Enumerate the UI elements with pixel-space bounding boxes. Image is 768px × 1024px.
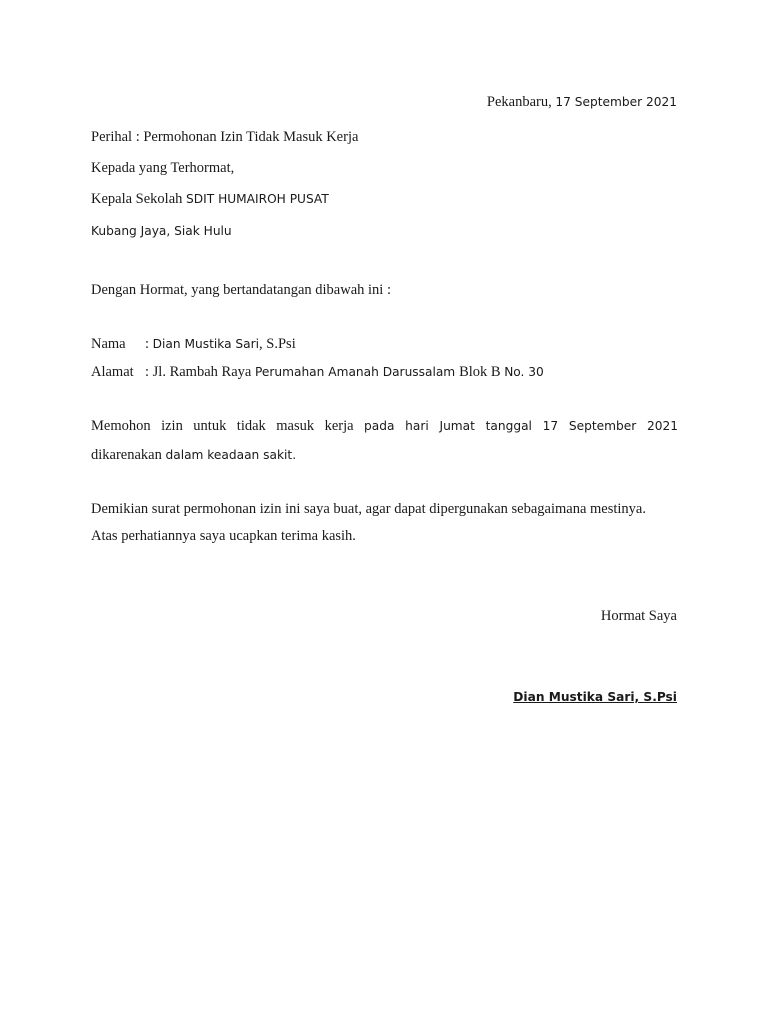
signature-name: Dian Mustika Sari, S.Psi (513, 690, 677, 704)
address-value-part1: Jl. Rambah Raya (152, 364, 255, 380)
address-label: Alamat (91, 364, 134, 380)
date-text: 17 September 2021 (555, 95, 677, 109)
address-value-part2: Perumahan Amanah Darussalam (254, 365, 460, 379)
body-line2-part1: dikarenakan (91, 447, 166, 463)
address-value-part4: No. 30 (504, 365, 544, 379)
address-separator: : (145, 364, 153, 380)
name-suffix: , S.Psi (259, 336, 296, 352)
recipient-school: SDIT HUMAIROH PUSAT (186, 192, 329, 206)
recipient-address: Kubang Jaya, Siak Hulu (91, 224, 232, 238)
body-line2-part2: dalam keadaan sakit. (165, 448, 297, 462)
body-line1-part2: pada hari Jumat tanggal 17 September 2021 (364, 419, 678, 433)
place-date (487, 93, 677, 112)
address-value-part3: Blok B (459, 364, 505, 380)
signature-salutation: Hormat Saya (600, 608, 677, 624)
closing-line-1: Demikian surat permohonan izin ini saya buat, agar dapat dipergunakan sebagaimana mestinya. (91, 501, 646, 517)
body-line1-part1: Memohon izin untuk tidak masuk kerja (91, 418, 365, 434)
name-value: Dian Mustika Sari (152, 337, 260, 351)
body-line-1 (91, 417, 678, 435)
identity-address-row (91, 363, 544, 382)
recipient-title-prefix: Kepala Sekolah (91, 191, 187, 207)
place-text: Pekanbaru, (486, 94, 556, 110)
recipient-title (91, 190, 329, 209)
body-line-2 (91, 446, 296, 465)
recipient-greeting: Kepada yang Terhormat, (91, 160, 235, 176)
name-separator: : (145, 336, 153, 352)
subject-line: Perihal : Permohonan Izin Tidak Masuk Kerja (91, 129, 359, 145)
identity-name-row (91, 335, 296, 354)
name-label: Nama (91, 336, 126, 352)
opening-line: Dengan Hormat, yang bertandatangan dibawah ini : (91, 282, 391, 298)
closing-line-2: Atas perhatiannya saya ucapkan terima kasih. (91, 528, 356, 544)
